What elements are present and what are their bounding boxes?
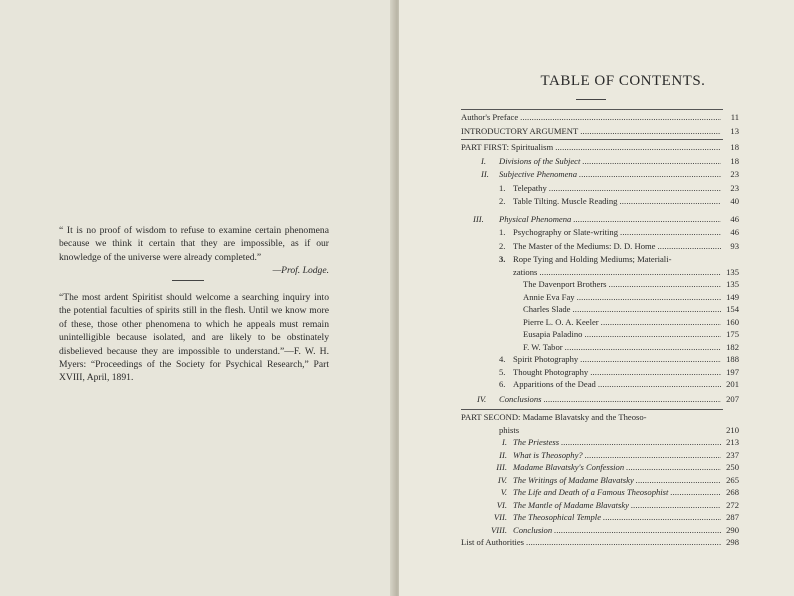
toc-page: 188	[726, 354, 739, 364]
toc-entry	[461, 536, 739, 549]
toc-label: Eusapia Paladino	[523, 329, 583, 339]
toc-label: Charles Slade	[523, 304, 571, 314]
toc-label: Spirit Photography	[513, 354, 579, 364]
toc-num: V.	[500, 487, 507, 497]
toc-page: 40	[730, 196, 739, 206]
toc-entry	[461, 125, 739, 139]
toc-page: 18	[730, 142, 739, 152]
toc-label: The Writings of Madame Blavatsky	[513, 474, 634, 485]
toc-num: VII.	[493, 512, 507, 522]
toc-page: 18	[730, 155, 739, 166]
toc-entry	[461, 341, 739, 354]
toc-label: phists	[499, 424, 520, 435]
toc-label: Divisions of the Subject	[499, 155, 581, 166]
epigraph-lodge-text: “ It is no proof of wisdom to refuse to examine certain phenomena because we think it certain that they are impossible, as if our knowledge of the universe were already completed.”	[59, 225, 329, 263]
toc-label: Annie Eva Fay	[523, 291, 575, 302]
toc-page: 13	[730, 125, 739, 136]
right-page	[399, 0, 794, 596]
table-of-contents	[461, 108, 739, 549]
toc-label: PART SECOND: Madame Blavatsky and the Theoso-	[461, 412, 647, 422]
toc-entry	[461, 316, 739, 329]
toc-page: 272	[726, 499, 739, 510]
toc-label: Apparitions of the Dead	[513, 379, 596, 389]
toc-label: Telepathy	[513, 182, 547, 193]
toc-entry	[461, 393, 739, 407]
toc-page: 182	[726, 341, 739, 352]
toc-page: 93	[730, 240, 739, 251]
toc-label: Thought Photography	[513, 366, 589, 377]
toc-entry	[461, 424, 739, 437]
toc-num: I.	[481, 155, 487, 166]
toc-label: The Davenport Brothers	[523, 279, 607, 289]
toc-entry	[461, 499, 739, 512]
toc-label: The Theosophical Temple	[513, 512, 602, 522]
toc-entry	[461, 436, 739, 449]
toc-entry	[461, 278, 739, 291]
title-divider	[576, 99, 606, 100]
toc-entry	[461, 366, 739, 379]
toc-num: 2.	[499, 196, 506, 206]
toc-entry	[461, 328, 739, 341]
toc-page: 23	[730, 182, 739, 193]
toc-num: 6.	[499, 379, 506, 389]
toc-entry	[461, 486, 739, 499]
toc-entry	[461, 303, 739, 316]
toc-entry	[461, 353, 739, 366]
toc-page: 250	[726, 462, 739, 472]
page-title: TABLE OF CONTENTS.	[540, 73, 706, 89]
toc-entry	[461, 141, 739, 155]
toc-label: INTRODUCTORY ARGUMENT	[461, 125, 579, 136]
toc-label: The Life and Death of a Famous Theosophist	[513, 487, 669, 497]
toc-page: 210	[726, 424, 739, 435]
toc-num: 2.	[499, 240, 506, 251]
toc-entry	[461, 213, 739, 227]
toc-num: III.	[496, 462, 507, 472]
toc-entry	[461, 182, 739, 196]
toc-page: 46	[730, 213, 739, 224]
left-page	[0, 0, 396, 596]
toc-page: 135	[726, 279, 739, 289]
toc-page: 268	[726, 487, 739, 497]
toc-label: Conclusions	[499, 393, 542, 404]
toc-num: 4.	[499, 354, 506, 364]
toc-entry	[461, 253, 739, 266]
toc-label: Madame Blavatsky's Confession	[513, 462, 625, 472]
toc-label: F. W. Tabor	[523, 341, 563, 352]
toc-num: 5.	[499, 366, 506, 377]
toc-entry	[461, 240, 739, 254]
toc-label: PART FIRST: Spiritualism	[461, 142, 554, 152]
toc-page: 207	[726, 393, 739, 404]
toc-num: I.	[501, 437, 507, 447]
toc-entry	[461, 461, 739, 474]
toc-label: Table Tilting. Muscle Reading	[513, 196, 618, 206]
toc-label: Subjective Phenomena	[499, 169, 578, 179]
epigraph-lodge	[59, 224, 329, 278]
toc-entry	[461, 524, 739, 537]
toc-page: 11	[730, 112, 739, 122]
toc-num: II.	[481, 169, 489, 179]
toc-num: VI.	[496, 499, 507, 510]
toc-entry	[461, 449, 739, 462]
toc-label: Conclusion	[513, 524, 553, 535]
toc-page: 213	[726, 437, 739, 447]
toc-label: Psychography or Slate-writing	[513, 227, 619, 237]
divider	[172, 280, 204, 281]
toc-label: zations	[513, 266, 538, 277]
epigraph-lodge-attribution: —Prof. Lodge.	[272, 265, 329, 277]
toc-entry	[461, 168, 739, 182]
toc-num: IV.	[497, 474, 507, 485]
toc-label: The Priestess	[513, 437, 560, 447]
toc-rule	[461, 139, 723, 140]
toc-label: Author's Preface	[461, 112, 519, 122]
toc-label: Pierre L. O. A. Keeler	[523, 316, 599, 327]
toc-label: What is Theosophy?	[513, 449, 583, 460]
toc-num: 1.	[499, 182, 506, 193]
toc-num: III.	[473, 213, 484, 224]
toc-page: 265	[726, 474, 739, 485]
toc-label: The Master of the Mediums: D. D. Home	[513, 240, 656, 251]
toc-page: 201	[726, 379, 739, 389]
toc-page: 290	[726, 524, 739, 535]
toc-entry	[461, 411, 739, 424]
toc-entry	[461, 195, 739, 209]
toc-page: 237	[726, 449, 739, 460]
toc-page: 287	[726, 512, 739, 522]
toc-label: Physical Phenomena	[499, 213, 572, 224]
epigraph-myers: “The most ardent Spiritist should welcome a searching inquiry into the potential faculties of spirits still in the flesh. Until we know more of these, those other phenomena to which he appeals must remain unintelligible because isolated, and are likely to be obstinately disbelieved because they are impossible to understand.”—F. W. H. Myers: “Proceedings of the Society for Psychical Research,” Part XVIII, April, 1891.	[59, 292, 329, 384]
toc-num: IV.	[477, 393, 487, 404]
toc-page: 298	[726, 537, 739, 547]
toc-num: 1.	[499, 227, 506, 237]
toc-page: 154	[726, 304, 739, 314]
toc-label: The Mantle of Madame Blavatsky	[513, 499, 629, 510]
toc-page: 23	[730, 169, 739, 179]
toc-page: 46	[730, 227, 739, 237]
toc-label: Rope Tying and Holding Mediums; Materiali-	[513, 254, 672, 264]
toc-page: 160	[726, 316, 739, 327]
toc-top-rule	[461, 109, 723, 110]
toc-entry	[461, 111, 739, 125]
toc-page: 197	[726, 366, 739, 377]
toc-entry	[461, 266, 739, 279]
toc-entry	[461, 511, 739, 524]
toc-page: 149	[726, 291, 739, 302]
toc-entry	[461, 291, 739, 304]
toc-num: II.	[499, 449, 507, 460]
toc-page: 135	[726, 266, 739, 277]
toc-page: 175	[726, 329, 739, 339]
toc-num: 3.	[499, 254, 506, 264]
toc-rule	[461, 409, 723, 410]
toc-entry	[461, 226, 739, 240]
toc-entry	[461, 378, 739, 391]
toc-label: List of Authorities	[461, 537, 525, 547]
toc-entry	[461, 474, 739, 487]
toc-entry	[461, 155, 739, 169]
toc-num: VIII.	[491, 524, 507, 535]
